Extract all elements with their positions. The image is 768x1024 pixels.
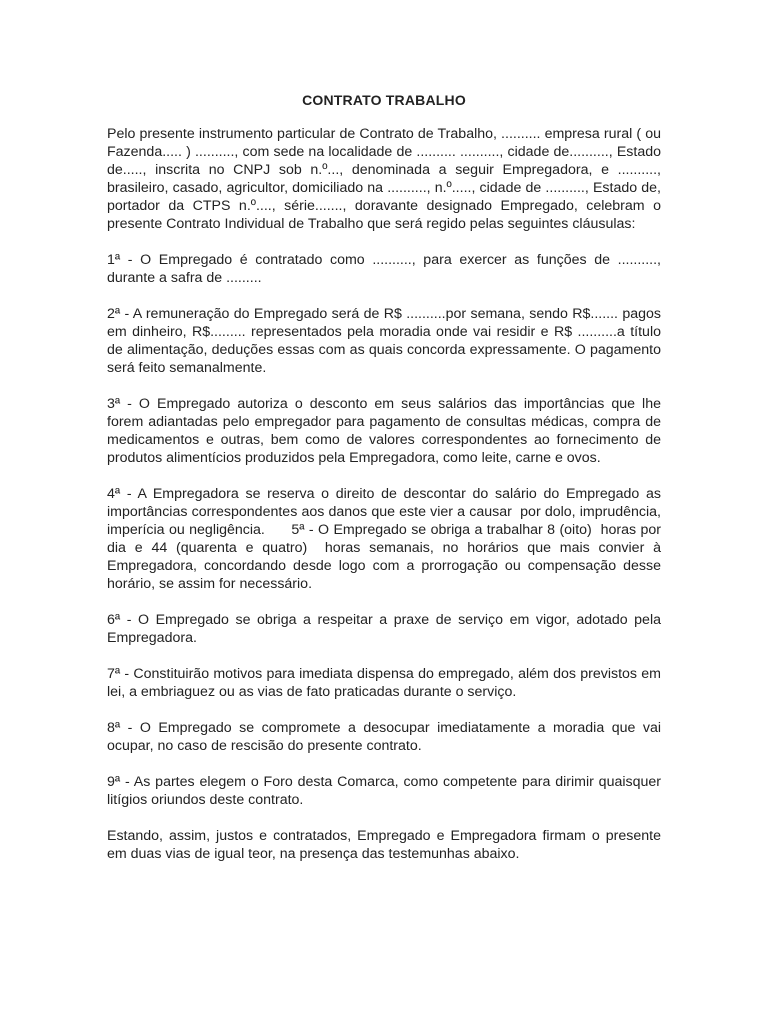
paragraph-clause-1: 1ª - O Empregado é contratado como .........., para exercer as funções de .........., durante a safra de ......... bbox=[107, 252, 665, 286]
paragraph-clause-2: 2ª - A remuneração do Empregado será de R$ ..........por semana, sendo R$....... pagos em dinheiro, R$......... representados pela moradia onde vai residir e R$ ..........a título de alimentação, deduções essas com as quais concorda expressamente. O pagamento será feito semanalmente. bbox=[107, 306, 665, 376]
paragraph-clause-6: 6ª - O Empregado se obriga a respeitar a praxe de serviço em vigor, adotado pela Empregadora. bbox=[107, 612, 665, 646]
paragraph-preamble: Pelo presente instrumento particular de Contrato de Trabalho, .......... empresa rural ( ou Fazenda..... ) .........., com sede na localidade de .......... .........., cidade de.........., Estado de....., inscrita no CNPJ sob n.º..., denominada a seguir Empregadora, e .........., brasileiro, casado, agricultor, domiciliado na .........., n.º....., cidade de .........., Estado de, portador da CTPS n.º...., série......., doravante designado Empregado, celebram o presente Contrato Individual de Trabalho que será regido pelas seguintes cláusulas: bbox=[107, 126, 665, 232]
paragraph-clause-3: 3ª - O Empregado autoriza o desconto em seus salários das importâncias que lhe forem adiantadas pelo empregador para pagamento de consultas médicas, compra de medicamentos e outras, bem como de valores correspondentes ao fornecimento de produtos alimentícios produzidos pela Empregadora, como leite, carne e ovos. bbox=[107, 396, 665, 466]
paragraph-closing: Estando, assim, justos e contratados, Empregado e Empregadora firmam o presente em duas vias de igual teor, na presença das testemunhas abaixo. bbox=[107, 828, 665, 862]
document-body bbox=[107, 125, 665, 881]
paragraph-clause-8: 8ª - O Empregado se compromete a desocupar imediatamente a moradia que vai ocupar, no caso de rescisão do presente contrato. bbox=[107, 720, 665, 754]
document-title: CONTRATO TRABALHO bbox=[302, 92, 466, 108]
paragraph-clause-4-5: 4ª - A Empregadora se reserva o direito de descontar do salário do Empregado as importâncias correspondentes aos danos que este vier a causar por dolo, imprudência, imperícia ou negligência. 5ª - O Empregado se obriga a trabalhar 8 (oito) horas por dia e 44 (quarenta e quatro) horas semanais, no horários que mais convier à Empregadora, concordando desde logo com a prorrogação ou compensação desse horário, se assim for necessário. bbox=[107, 486, 665, 592]
paragraph-clause-7: 7ª - Constituirão motivos para imediata dispensa do empregado, além dos previstos em lei, a embriaguez ou as vias de fato praticadas durante o serviço. bbox=[107, 666, 665, 700]
paragraph-clause-9: 9ª - As partes elegem o Foro desta Comarca, como competente para dirimir quaisquer litígios oriundos deste contrato. bbox=[107, 774, 665, 808]
